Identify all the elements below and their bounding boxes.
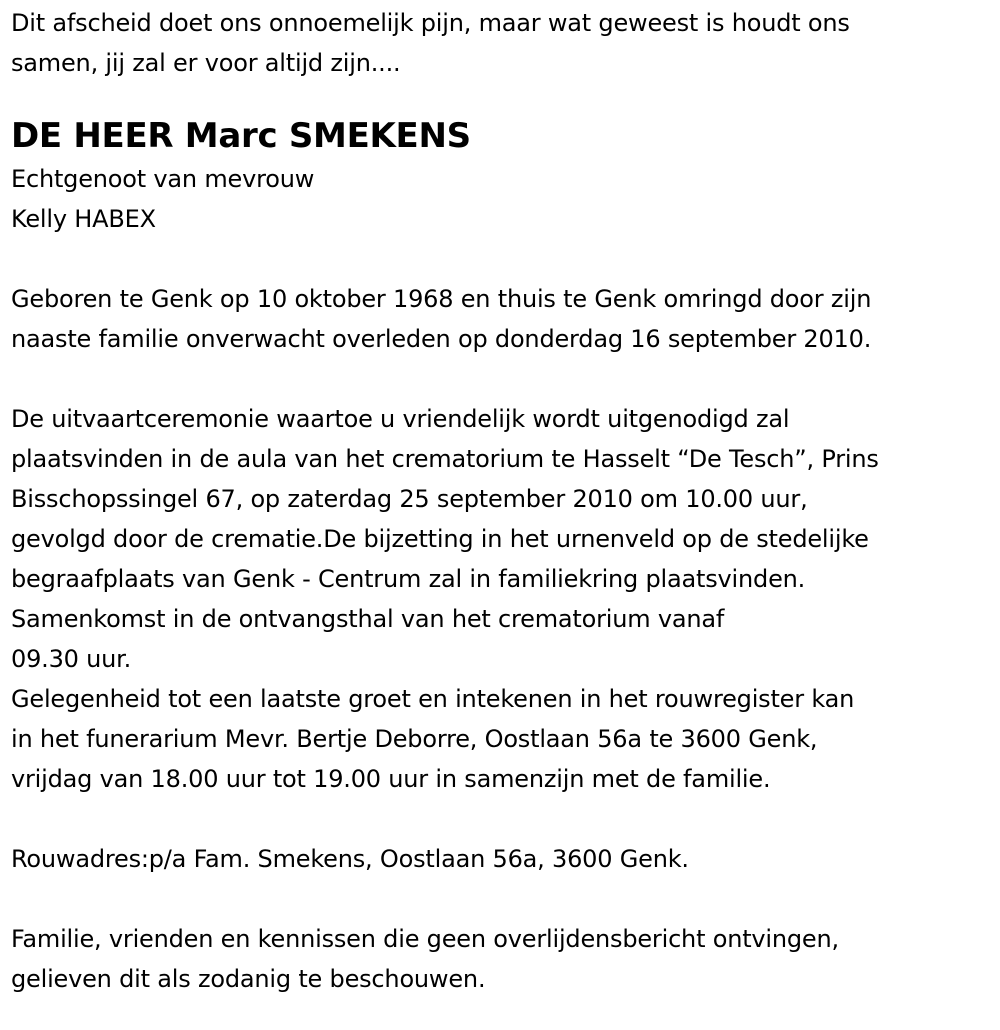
spouse-line: Kelly HABEX — [11, 205, 156, 233]
obituary-notice — [11, 3, 996, 999]
spouse-line: Echtgenoot van mevrouw — [11, 165, 315, 193]
address-paragraph — [11, 839, 996, 879]
address-line: Rouwadres:p/a Fam. Smekens, Oostlaan 56a, 3600 Genk. — [11, 845, 689, 873]
closing-line: Familie, vrienden en kennissen die geen overlijdensbericht ontvingen, — [11, 925, 839, 953]
spacer — [11, 359, 996, 399]
ceremony-paragraph — [11, 399, 996, 799]
spacer — [11, 83, 996, 113]
ceremony-line: gevolgd door de crematie.De bijzetting in het urnenveld op de stedelijke — [11, 525, 869, 553]
deceased-name-title: DE HEER Marc SMEKENS — [11, 116, 471, 156]
ceremony-line: 09.30 uur. — [11, 645, 132, 673]
spouse-paragraph — [11, 159, 996, 239]
birth-death-paragraph — [11, 279, 996, 359]
ceremony-line: Bisschopssingel 67, op zaterdag 25 september 2010 om 10.00 uur, — [11, 485, 808, 513]
birth-death-line: naaste familie onverwacht overleden op donderdag 16 september 2010. — [11, 325, 872, 353]
closing-paragraph — [11, 919, 996, 999]
ceremony-line: begraafplaats van Genk - Centrum zal in familiekring plaatsvinden. — [11, 565, 806, 593]
ceremony-line: vrijdag van 18.00 uur tot 19.00 uur in samenzijn met de familie. — [11, 765, 771, 793]
ceremony-line: in het funerarium Mevr. Bertje Deborre, Oostlaan 56a te 3600 Genk, — [11, 725, 818, 753]
intro-line: Dit afscheid doet ons onnoemelijk pijn, maar wat geweest is houdt ons — [11, 9, 850, 37]
ceremony-line: Gelegenheid tot een laatste groet en intekenen in het rouwregister kan — [11, 685, 855, 713]
ceremony-line: Samenkomst in de ontvangsthal van het crematorium vanaf — [11, 605, 725, 633]
intro-paragraph — [11, 3, 996, 83]
birth-death-line: Geboren te Genk op 10 oktober 1968 en thuis te Genk omringd door zijn — [11, 285, 872, 313]
intro-line: samen, jij zal er voor altijd zijn.... — [11, 49, 401, 77]
closing-line: gelieven dit als zodanig te beschouwen. — [11, 965, 486, 993]
ceremony-line: De uitvaartceremonie waartoe u vriendelijk wordt uitgenodigd zal — [11, 405, 790, 433]
ceremony-line: plaatsvinden in de aula van het crematorium te Hasselt “De Tesch”, Prins — [11, 445, 879, 473]
spacer — [11, 879, 996, 919]
spacer — [11, 799, 996, 839]
spacer — [11, 239, 996, 279]
